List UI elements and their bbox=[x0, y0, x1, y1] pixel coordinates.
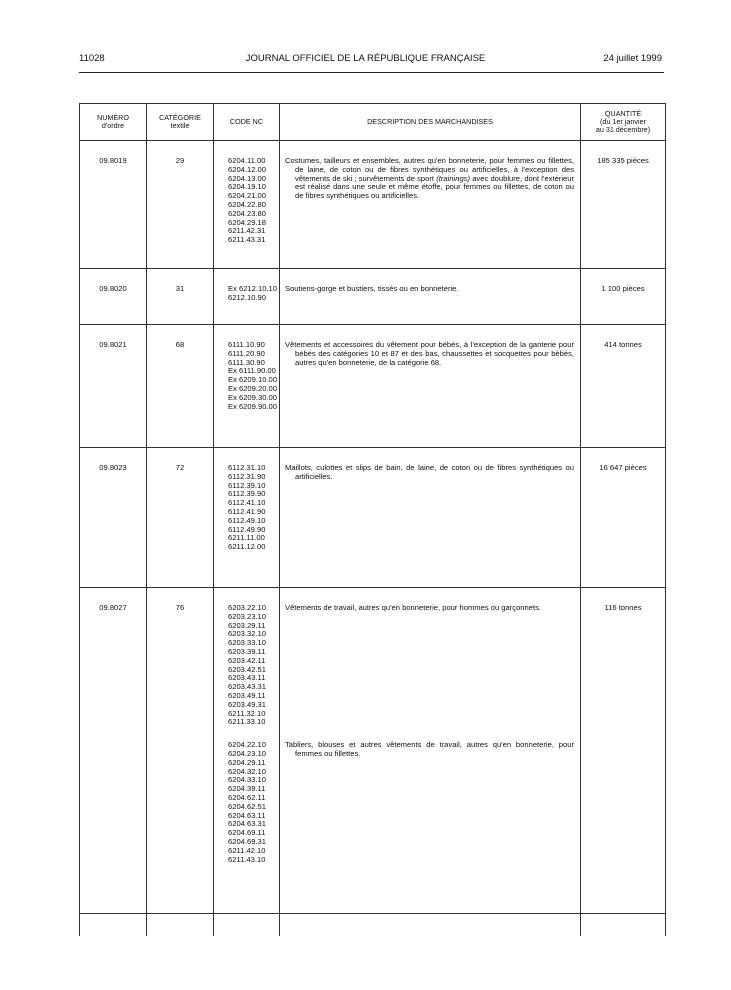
description-text: Maillots, culottes et slips de bain, de laine, de coton ou de fibres synthétiques ou artificielles. bbox=[285, 463, 574, 481]
cell-description bbox=[280, 448, 581, 588]
cell-description bbox=[280, 269, 581, 325]
cell-numero: 09.8027 bbox=[80, 588, 147, 914]
cell-codes bbox=[214, 269, 280, 325]
empty-cell bbox=[214, 914, 280, 937]
table-continuation-row bbox=[80, 914, 666, 937]
description-text: Costumes, tailleurs et ensembles, autres qu'en bonneterie, pour femmes ou fillettes, de laine, de coton ou de fibres synthétiques ou artificielles, à l'exception des vêtements de ski ; survêtements de sport (trainings) avec doublure, dont l'extérieur est réalisé dans une seule et même étoffe, pour femmes ou fillettes, de coton ou de fibres synthétiques ou artificielles. bbox=[285, 156, 574, 201]
journal-title: JOURNAL OFFICIEL DE LA RÉPUBLIQUE FRANÇAISE bbox=[245, 53, 486, 64]
publication-date: 24 juillet 1999 bbox=[603, 53, 662, 64]
cell-codes bbox=[214, 588, 280, 914]
cell-codes bbox=[214, 141, 280, 269]
col-quantite: QUANTITÉ (du 1er janvier au 31 décembre) bbox=[581, 104, 666, 141]
table-header-row bbox=[80, 104, 666, 141]
col-description: DESCRIPTION DES MARCHANDISES bbox=[280, 104, 581, 141]
table-row bbox=[80, 588, 666, 914]
quota-table bbox=[79, 103, 666, 936]
cell-quantite: 414 tonnes bbox=[581, 325, 666, 448]
cell-categorie: 68 bbox=[147, 325, 214, 448]
description-text: Tabliers, blouses et autres vêtements de travail, autres qu'en bonneterie, pour femmes ou fillettes. bbox=[285, 740, 574, 758]
empty-cell bbox=[280, 914, 581, 937]
header-rule bbox=[79, 72, 664, 73]
page-number: 11028 bbox=[79, 53, 105, 64]
cell-numero: 09.8019 bbox=[80, 141, 147, 269]
cell-categorie: 31 bbox=[147, 269, 214, 325]
cell-codes bbox=[214, 325, 280, 448]
empty-cell bbox=[581, 914, 666, 937]
cell-quantite: 116 tonnes bbox=[581, 588, 666, 914]
cell-description bbox=[280, 325, 581, 448]
description-text: Vêtements et accessoires du vêtement pour bébés, à l'exception de la ganterie pour bébés des catégories 10 et 87 et des bas, chaussettes et socquettes pour bébés, autres qu'en bonneterie, de la catégorie 68. bbox=[285, 340, 574, 367]
description-text: Soutiens-gorge et bustiers, tissés ou en bonneterie. bbox=[285, 284, 459, 293]
cell-description bbox=[280, 588, 581, 914]
nc-code-list: 6204.11.00 6204.12.00 6204.13.00 6204.19.10 6204.21.00 6204.22.80 6204.23.80 6204.29.18 6211.42.31 6211.43.31 bbox=[228, 156, 267, 245]
empty-cell bbox=[147, 914, 214, 937]
col-numero: NUMÉRO d'ordre bbox=[80, 104, 147, 141]
cell-codes bbox=[214, 448, 280, 588]
nc-code-list: 6111.10.90 6111.20.90 6111.30.90 Ex 6111.90.00 Ex 6209.10.00 Ex 6209.20.00 Ex 6209.30.00 Ex 6209.90.00 bbox=[228, 340, 277, 411]
empty-cell bbox=[80, 914, 147, 937]
cell-categorie: 76 bbox=[147, 588, 214, 914]
cell-numero: 09.8020 bbox=[80, 269, 147, 325]
table-row bbox=[80, 269, 666, 325]
cell-numero: 09.8021 bbox=[80, 325, 147, 448]
cell-categorie: 29 bbox=[147, 141, 214, 269]
cell-numero: 09.8023 bbox=[80, 448, 147, 588]
table-row bbox=[80, 325, 666, 448]
col-code: CODE NC bbox=[214, 104, 280, 141]
table-row bbox=[80, 141, 666, 269]
nc-code-list: 6203.22.10 6203.23.10 6203.29.11 6203.32.10 6203.33.10 6203.39.11 6203.42.11 6203.42.51 6203.43.11 6203.43.31 6203.49.11 6203.49.31 6211.32.10 6211.33.10 bbox=[228, 603, 267, 727]
cell-quantite: 16 647 pièces bbox=[581, 448, 666, 588]
description-text: Vêtements de travail, autres qu'en bonneterie, pour hommes ou garçonnets. bbox=[285, 603, 541, 612]
cell-description bbox=[280, 141, 581, 269]
table-row bbox=[80, 448, 666, 588]
cell-quantite: 185 335 pièces bbox=[581, 141, 666, 269]
nc-code-list: 6112.31.10 6112.31.90 6112.39.10 6112.39.90 6112.41.10 6112.41.90 6112.49.10 6112.49.90 6211.11.00 6211.12.00 bbox=[228, 463, 266, 552]
cell-categorie: 72 bbox=[147, 448, 214, 588]
nc-code-list: Ex 6212.10.10 6212.10.90 bbox=[228, 284, 277, 302]
nc-code-list: 6204.22.10 6204.23.10 6204.29.11 6204.32.10 6204.33.10 6204.39.11 6204.62.11 6204.62.51 6204.63.11 6204.63.31 6204.69.11 6204.69.31 6211.42.10 6211.43.10 bbox=[228, 740, 267, 864]
col-categorie: CATÉGORIE textile bbox=[147, 104, 214, 141]
cell-quantite: 1 100 pièces bbox=[581, 269, 666, 325]
